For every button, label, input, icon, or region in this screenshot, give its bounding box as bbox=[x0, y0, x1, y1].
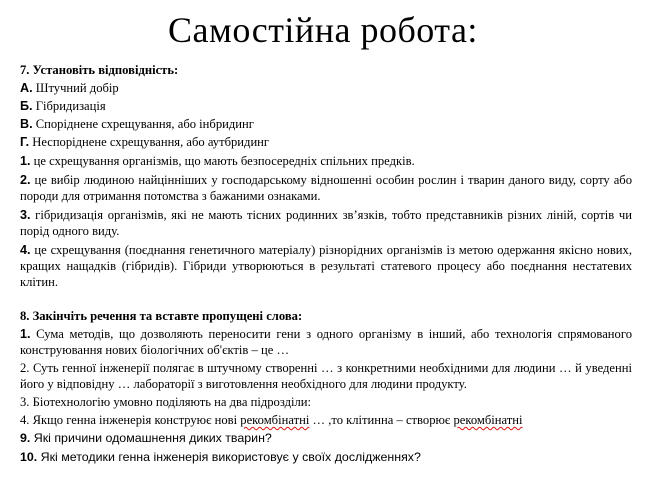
option-text: Гібридизація bbox=[32, 99, 106, 113]
item-text-start: 4. Якщо генна інженерія конструює нові bbox=[20, 413, 241, 427]
question-text: Які причини одомашнення диких тварин? bbox=[30, 431, 272, 445]
option-letter: Б. bbox=[20, 99, 33, 113]
option-text: Штучний добір bbox=[32, 81, 119, 95]
task8-item-3 bbox=[20, 394, 632, 410]
task8-item-2 bbox=[20, 360, 632, 392]
task7-heading: 7. Установіть відповідність: bbox=[20, 63, 179, 77]
task8-item-1 bbox=[20, 326, 632, 358]
item-text-middle: … ,то клітинна – створює bbox=[309, 413, 454, 427]
question-text: Які методики генна інженерія використовує у своїх дослідженнях? bbox=[37, 450, 421, 464]
item-text: 3. Біотехнологію умовно поділяють на два підрозділи: bbox=[20, 395, 311, 409]
task7-definition-1 bbox=[20, 153, 632, 169]
task7-option-d bbox=[20, 134, 632, 150]
task7-definition-3 bbox=[20, 207, 632, 239]
option-text: Неспоріднене схрещування, або аутбридинг bbox=[29, 135, 270, 149]
slide-content bbox=[20, 62, 632, 465]
option-letter: Г. bbox=[20, 135, 30, 149]
definition-number: 1. bbox=[20, 154, 31, 168]
question-10 bbox=[20, 449, 632, 465]
definition-text: гібридизація організмів, які не мають тісних родинних зв’язків, тобто представників різних ліній, сортів чи порід одного виду. bbox=[20, 208, 632, 238]
task7-option-a bbox=[20, 80, 632, 96]
task7-definition-4 bbox=[20, 242, 632, 290]
option-letter: В. bbox=[20, 117, 33, 131]
item-text: 2. Суть генної інженерії полягає в штучному створенні … з конкретними необхідними для людини … й уведенні його у відповідну … лабораторії з виготовлення необхідного для людини продукту. bbox=[20, 361, 632, 391]
definition-number: 2. bbox=[20, 173, 31, 187]
section-spacer bbox=[20, 290, 632, 308]
spellcheck-word: рекомбінатні bbox=[240, 413, 310, 427]
definition-number: 4. bbox=[20, 243, 31, 257]
definition-text: це схрещування організмів, що мають безпосередніх спільних предків. bbox=[30, 154, 415, 168]
item-number: 1. bbox=[20, 327, 31, 341]
question-number: 10. bbox=[20, 450, 38, 464]
task8-item-4 bbox=[20, 412, 632, 428]
definition-text: це схрещування (поєднання генетичного матеріалу) різнорідних організмів із метою одержання якісно нових, кращих нащадків (гібридів). Гібриди утворюються в результаті статевого процесу або поєднання нестатевих клітин. bbox=[20, 243, 632, 289]
slide-title: Самостійна робота: bbox=[168, 10, 478, 50]
option-text: Споріднене схрещування, або інбридинг bbox=[32, 117, 254, 131]
task7-option-b bbox=[20, 98, 632, 114]
question-9 bbox=[20, 430, 632, 446]
task8-heading: 8. Закінчіть речення та вставте пропущені слова: bbox=[20, 309, 303, 323]
question-number: 9. bbox=[20, 431, 31, 445]
option-letter: А. bbox=[20, 81, 33, 95]
definition-number: 3. bbox=[20, 208, 31, 222]
definition-text: це вибір людиною найцінніших у господарському відношенні особин рослин і тварин даного виду, сорту або породи для отримання потомства з бажаними ознаками. bbox=[20, 173, 632, 203]
spellcheck-word: рекомбінатні bbox=[453, 413, 523, 427]
task7-option-c bbox=[20, 116, 632, 132]
item-text: Сума методів, що дозволяють переносити гени з одного організму в інший, або технологія спрямованого конструювання нових біологічних об'єктів – це … bbox=[20, 327, 632, 357]
task7-definition-2 bbox=[20, 172, 632, 204]
